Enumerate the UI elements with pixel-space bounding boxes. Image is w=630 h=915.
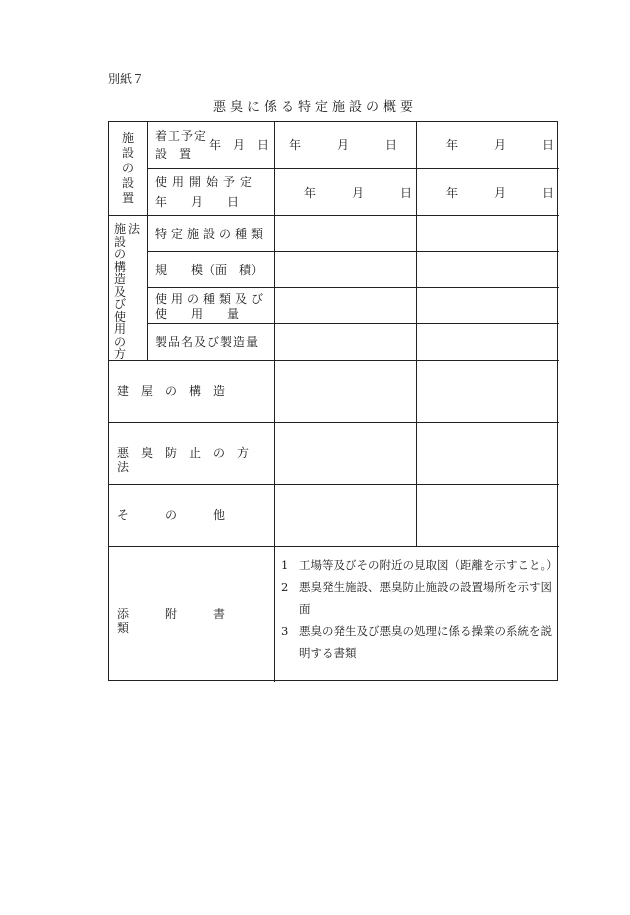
attachments-list xyxy=(281,554,557,664)
usage-type-label-bottom: 使 用 量 xyxy=(155,307,240,321)
other-label: そ の 他 xyxy=(117,508,226,522)
row-divider xyxy=(109,484,559,485)
attachment-text: 悪臭の発生及び悪臭の処理に係る操業の系統を説明する書類 xyxy=(299,624,552,660)
facility-type-label: 特定施設の種類 xyxy=(155,227,268,241)
attachment-text: 工場等及びその附近の見取図（距離を示すこと。） xyxy=(299,558,558,572)
attachments-label: 添 附 書 類 xyxy=(117,607,262,635)
attachment-item xyxy=(281,576,557,620)
document-label: 別紙７ xyxy=(108,72,145,86)
start-date-col1: 年 月 日 xyxy=(289,138,398,152)
use-label-top: 使用開始予定 xyxy=(155,175,258,189)
structure-section-label: 施設の構造及び使用の方 xyxy=(113,222,126,361)
attachment-item xyxy=(281,554,557,576)
row-divider xyxy=(147,168,559,169)
building-structure-label: 建 屋 の 構 造 xyxy=(117,384,226,398)
start-date-col2: 年 月 日 xyxy=(446,138,555,152)
col-divider xyxy=(147,122,148,360)
structure-section-label-b: 法 xyxy=(127,222,140,236)
row-divider xyxy=(109,546,559,547)
row-divider xyxy=(109,215,559,216)
install-section-label: 施設の設置 xyxy=(121,131,134,205)
row-divider xyxy=(109,360,559,361)
attachment-number: 2 xyxy=(281,580,289,594)
usage-type-label-top: 使用の種類及び xyxy=(155,292,268,306)
col-divider xyxy=(274,122,275,682)
use-date-col1: 年 月 日 xyxy=(304,186,413,200)
attachment-text: 悪臭発生施設、悪臭防止施設の設置場所を示す図面 xyxy=(299,580,552,616)
facility-form-table xyxy=(108,121,558,681)
use-label-bottom: 年 月 日 xyxy=(155,195,240,209)
row-divider xyxy=(147,323,559,324)
attachment-number: 3 xyxy=(281,624,289,638)
scale-label: 規 模（面 積） xyxy=(155,263,264,277)
start-label-date: 年 月 日 xyxy=(209,138,270,152)
odor-prevention-label: 悪 臭 防 止 の 方 法 xyxy=(117,446,262,474)
product-label: 製品名及び製造量 xyxy=(155,335,260,349)
row-divider xyxy=(147,287,559,288)
attachment-number: 1 xyxy=(281,558,289,572)
attachment-item xyxy=(281,620,557,664)
start-label-bottom: 設 置 xyxy=(155,147,192,161)
row-divider xyxy=(109,422,559,423)
use-date-col2: 年 月 日 xyxy=(446,186,555,200)
row-divider xyxy=(147,251,559,252)
col-divider xyxy=(416,122,417,546)
document-title: 悪臭に係る特定施設の概要 xyxy=(212,100,417,115)
start-label-top: 着工予定 xyxy=(155,129,208,143)
